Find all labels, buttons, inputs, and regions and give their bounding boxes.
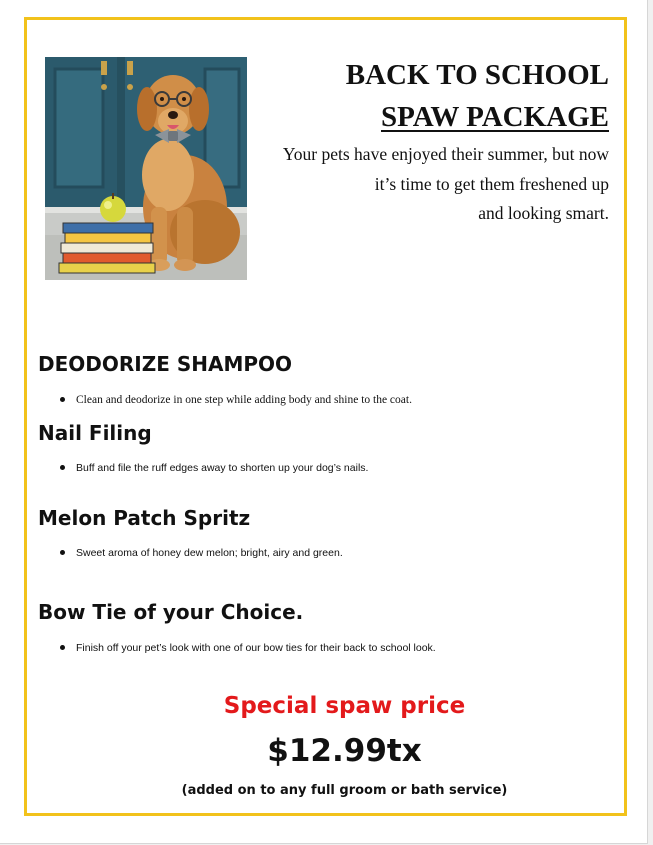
title-line-1: BACK TO SCHOOL xyxy=(345,59,609,91)
dog-photo xyxy=(45,57,247,280)
service-detail-text: Clean and deodorize in one step while adding body and shine to the coat. xyxy=(76,394,412,406)
intro-line-3: and looking smart. xyxy=(478,203,609,223)
flyer-title xyxy=(346,54,609,138)
offer-label: Special spaw price xyxy=(223,693,466,719)
title-line-2: SPAW PACKAGE xyxy=(381,101,609,133)
intro-line-1: Your pets have enjoyed their summer, but now xyxy=(282,144,609,164)
service-detail-text: Sweet aroma of honey dew melon; bright, airy and green. xyxy=(76,547,343,559)
service-detail xyxy=(60,642,436,654)
offer-price: $12.99tx xyxy=(267,733,422,769)
offer-note: (added on to any full groom or bath service) xyxy=(181,783,508,798)
service-detail xyxy=(60,547,343,559)
golden-retriever-icon xyxy=(45,57,247,280)
bullet-icon xyxy=(60,645,65,650)
intro-text xyxy=(239,140,609,229)
service-detail xyxy=(60,462,368,474)
service-detail xyxy=(60,394,412,406)
service-heading: Melon Patch Spritz xyxy=(38,506,251,530)
bullet-icon xyxy=(60,550,65,555)
service-heading: DEODORIZE SHAMPOO xyxy=(38,352,293,376)
service-heading: Nail Filing xyxy=(38,421,152,445)
service-heading: Bow Tie of your Choice. xyxy=(38,600,304,624)
service-detail-text: Finish off your pet’s look with one of our bow ties for their back to school look. xyxy=(76,642,436,654)
bullet-icon xyxy=(60,397,65,402)
bullet-icon xyxy=(60,465,65,470)
intro-line-2: it’s time to get them freshened up xyxy=(374,173,609,194)
service-detail-text: Buff and file the ruff edges away to shorten up your dog’s nails. xyxy=(76,462,369,474)
